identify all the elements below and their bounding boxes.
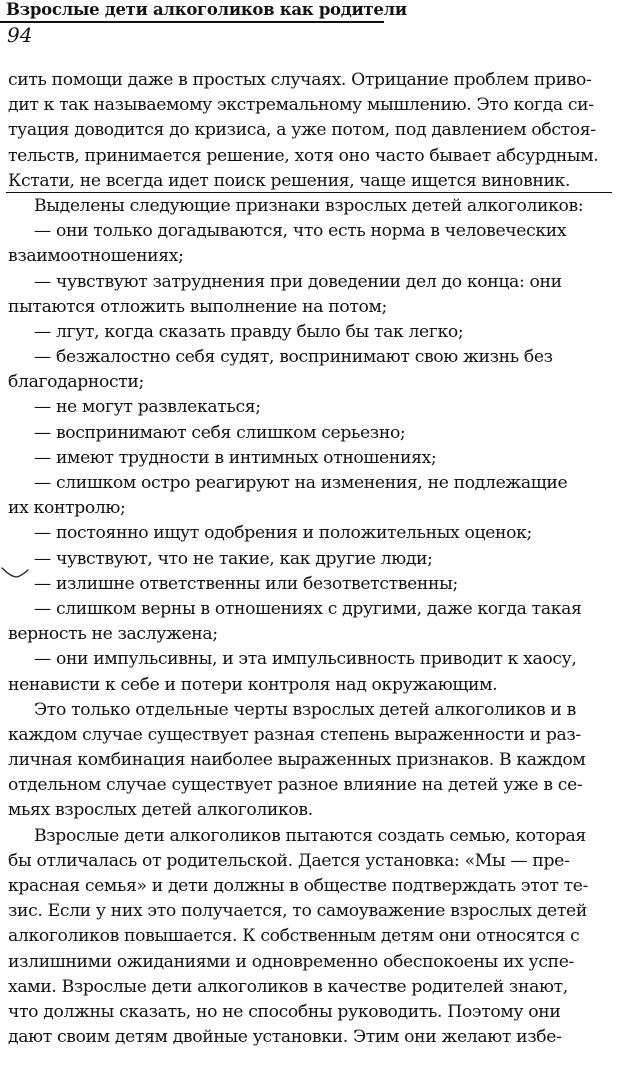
handwritten-check-mark [0, 562, 36, 582]
text-line: бы отличалась от родительской. Дается установка: «Мы — пре- [8, 850, 570, 871]
list-item: — они импульсивны, и эта импульсивность приводит к хаосу, [34, 649, 577, 670]
text-line: мьях взрослых детей алкоголиков. [8, 800, 313, 821]
text-line: красная семья» и дети должны в обществе подтверждать этот те- [8, 876, 589, 896]
list-item: — безжалостно себя судят, воспринимают свою жизнь без [34, 347, 553, 368]
running-title: Взрослые дети алкоголиков как родители [6, 0, 407, 19]
text-line: тельств, принимается решение, хотя оно часто бывает абсурдным. [8, 145, 599, 166]
text-line: ненависти к себе и потери контроля над окружающим. [8, 674, 498, 695]
list-item: — имеют трудности в интимных отношениях; [34, 447, 437, 468]
text-line: дит к так называемому экстремальному мышлению. Это когда си- [8, 95, 594, 116]
text-line: их контролю; [8, 498, 126, 519]
text-line: хами. Взрослые дети алкоголиков в качестве родителей знают, [8, 976, 568, 997]
text-line: личная комбинация наиболее выраженных признаков. В каждом [8, 750, 586, 771]
text-line: сить помощи даже в простых случаях. Отрицание проблем приво- [8, 70, 592, 90]
text-line: алкоголиков повышается. К собственным детям они относятся с [8, 926, 580, 947]
underlined-text-line: Кстати, не всегда идет поиск решения, чаще ищется виновник. [8, 170, 571, 191]
text-line: взаимоотношениях; [8, 246, 184, 267]
paragraph-start: Это только отдельные черты взрослых детей алкоголиков и в [34, 699, 576, 720]
body-text [8, 68, 620, 1050]
list-item: — излишне ответственны или безответственны; [34, 573, 458, 594]
list-item: — постоянно ищут одобрения и положительных оценок; [34, 523, 532, 544]
text-line: туация доводится до кризиса, а уже потом, под давлением обстоя- [8, 120, 596, 141]
page-number: 94 [7, 23, 33, 47]
text-line: излишними ожиданиями и одновременно обеспокоены их успе- [8, 951, 574, 972]
list-item: — слишком верны в отношениях с другими, даже когда такая [34, 598, 582, 619]
text-line: верность не заслужена; [8, 624, 218, 645]
list-item: — чувствуют, что не такие, как другие люди; [34, 548, 433, 569]
text-line: дают своим детям двойные установки. Этим они желают избе- [8, 1027, 562, 1048]
text-line: благодарности; [8, 372, 144, 393]
list-item: — они только догадываются, что есть норма в человеческих [34, 221, 567, 242]
header-rule [0, 21, 384, 23]
text-line: что должны сказать, но не способны руководить. Поэтому они [8, 1001, 561, 1022]
handwritten-underline [6, 192, 612, 193]
list-item: — чувствуют затруднения при доведении дел до конца: они [34, 271, 562, 292]
text-line: каждом случае существует разная степень выраженности и раз- [8, 724, 581, 745]
text-line: Выделены следующие признаки взрослых детей алкоголиков: [34, 195, 584, 216]
text-line: пытаются отложить выполнение на потом; [8, 296, 387, 317]
paragraph-start: Взрослые дети алкоголиков пытаются создать семью, которая [34, 825, 586, 846]
list-item: — лгут, когда сказать правду было бы так легко; [34, 321, 464, 342]
list-item: — не могут развлекаться; [34, 397, 261, 418]
text-line: зис. Если у них это получается, то самоуважение взрослых детей [8, 901, 587, 922]
list-item: — воспринимают себя слишком серьезно; [34, 422, 406, 443]
list-item: — слишком остро реагируют на изменения, не подлежащие [34, 473, 568, 493]
text-line: отдельном случае существует разное влияние на детей уже в се- [8, 775, 583, 796]
